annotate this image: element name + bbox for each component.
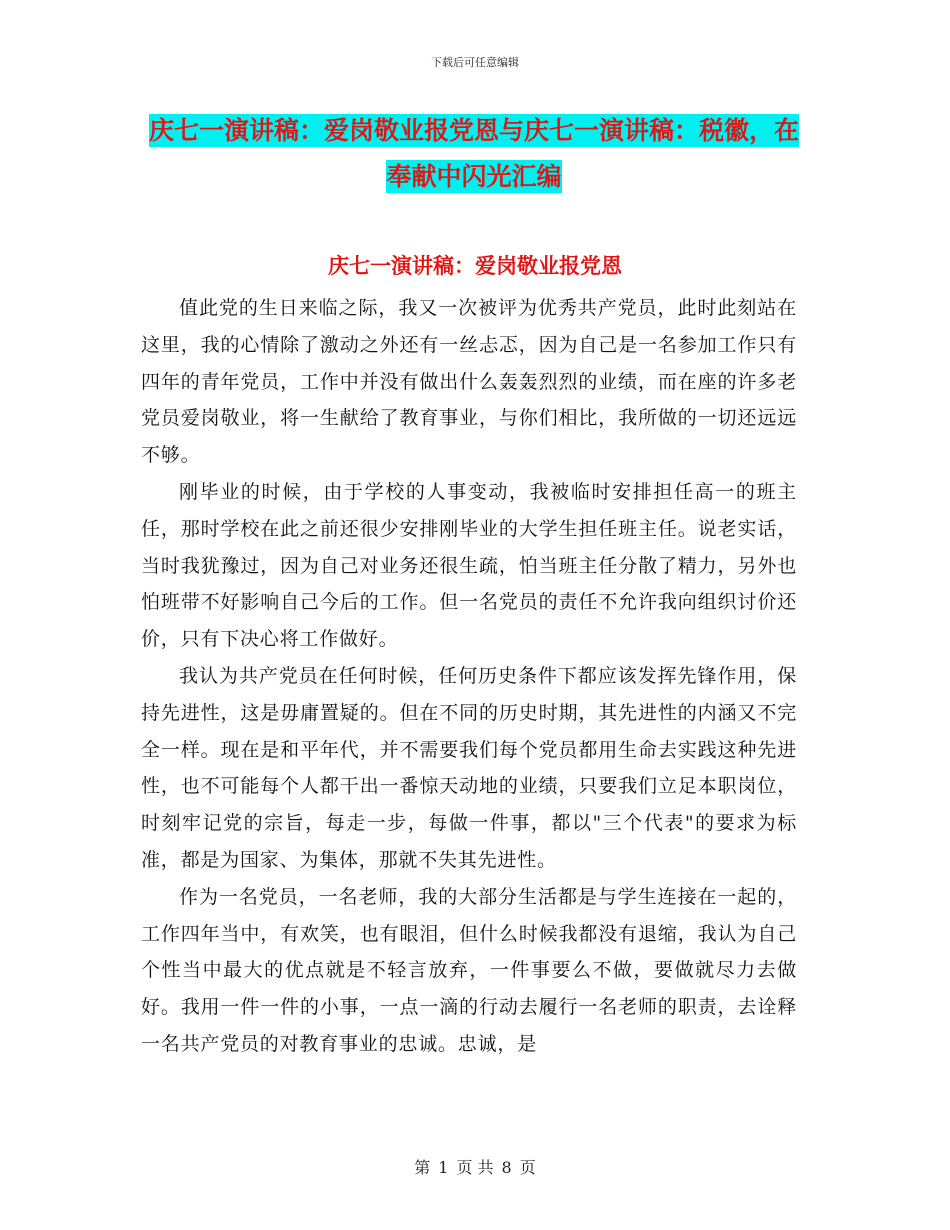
document-title-text: 庆七一演讲稿：爱岗敬业报党恩与庆七一演讲稿：税徽，在奉献中闪光汇编 [148, 116, 799, 191]
current-page-number: 1 [438, 1158, 449, 1177]
paragraph: 作为一名党员，一名老师，我的大部分生活都是与学生连接在一起的，工作四年当中，有欢笑，也有眼泪，但什么时候我都没有退缩，我认为自己个性当中最大的优点就是不轻言放弃，一件事要么不做，要做就尽力去做好。我用一件一件的小事，一点一滴的行动去履行一名老师的职责，去诠释一名共产党员的对教育事业的忠诚。忠诚，是 [141, 885, 797, 1055]
header-note: 下载后可任意编辑 [431, 56, 519, 69]
paragraph: 值此党的生日来临之际，我又一次被评为优秀共产党员，此时此刻站在这里，我的心情除了激动之外还有一丝忐忑，因为自己是一名参加工作只有四年的青年党员，工作中并没有做出什么轰轰烈烈的业绩，而在座的许多老党员爱岗敬业，将一生献给了教育事业，与你们相比，我所做的一切还远远不够。 [141, 297, 797, 467]
total-pages-number: 8 [501, 1158, 512, 1177]
document-title [140, 108, 808, 200]
page-footer-suffix: 页 [519, 1158, 536, 1177]
page-footer-prefix: 第 [414, 1158, 431, 1177]
page-footer-middle: 页 共 [456, 1158, 494, 1177]
paragraph: 刚毕业的时候，由于学校的人事变动，我被临时安排担任高一的班主任，那时学校在此之前还很少安排刚毕业的大学生担任班主任。说老实话，当时我犹豫过，因为自己对业务还很生疏，怕当班主任分散了精力，另外也怕班带不好影响自己今后的工作。但一名党员的责任不允许我向组织讨价还价，只有下决心将工作做好。 [141, 480, 797, 651]
body-text [141, 290, 797, 1063]
section-title: 庆七一演讲稿：爱岗敬业报党恩 [328, 254, 622, 278]
page-footer [0, 1155, 950, 1178]
paragraph: 我认为共产党员在任何时候，任何历史条件下都应该发挥先锋作用，保持先进性，这是毋庸置疑的。但在不同的历史时期，其先进性的内涵又不完全一样。现在是和平年代，并不需要我们每个党员都用生命去实践这种先进性，也不可能每个人都干出一番惊天动地的业绩，只要我们立足本职岗位，时刻牢记党的宗旨，每走一步，每做一件事，都以"三个代表"的要求为标准，都是为国家、为集体，那就不失其先进性。 [141, 664, 797, 871]
